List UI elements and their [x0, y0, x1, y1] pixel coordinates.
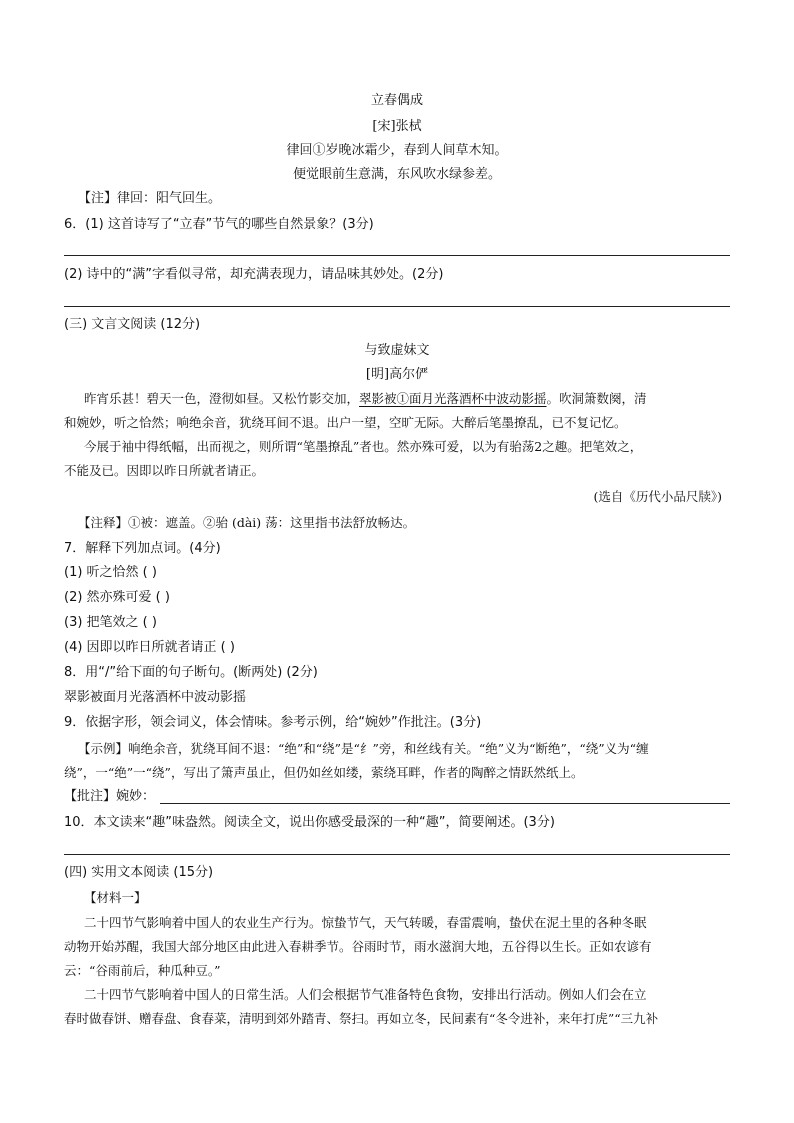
essay-paragraph-1-line-1	[84, 390, 647, 408]
question-9-example-line-2: 绕”，一“绝”一“绕”，写出了箫声虽止，但仍如丝如缕，萦绕耳畔，作者的陶醉之情跃然纸上。	[64, 765, 584, 780]
answer-line-10[interactable]	[64, 854, 730, 855]
question-8-heading: 8．用“/”给下面的句子断句。(断两处) (2分)	[64, 665, 318, 680]
question-8-sentence: 翠影被面月光落酒杯中波动影摇	[64, 690, 247, 705]
answer-line-9[interactable]	[160, 803, 730, 804]
essay-annotation: 【注释】①被：遮盖。②骀 (dài) 荡：这里指书法舒放畅达。	[78, 515, 416, 530]
material-1-paragraph-2-line-2: 春时做春饼、赠春盘、食春菜，清明到郊外踏青、祭扫。再如立冬，民间素有“冬令进补，来年打虎”“三九补	[64, 1011, 659, 1026]
material-1-label: 【材料一】	[84, 890, 147, 905]
question-7-item-1: (1) 听之恰然 ( )	[64, 565, 157, 580]
essay-text: 。吹洞箫数阕，清	[546, 391, 647, 406]
question-9-answer-label: 【批注】婉妙：	[64, 789, 156, 804]
essay-paragraph-2-line-2: 不能及已。因即以昨日所就者请正。	[64, 463, 265, 478]
poem-line-1: 律回①岁晚冰霜少，春到人间草木知。	[286, 143, 508, 158]
question-7-item-4: (4) 因即以昨日所就者请正 ( )	[64, 640, 235, 655]
essay-author: [明]高尔俨	[365, 367, 429, 382]
material-1-paragraph-1-line-2: 动物开始苏醒，我国大部分地区由此进入春耕季节。谷雨时节，雨水滋润大地，五谷得以生长。正如农谚有	[64, 939, 652, 954]
essay-text: 昨宵乐甚！碧天一色，澄彻如昼。又松竹影交加，	[84, 391, 360, 406]
section-3-heading: (三) 文言文阅读 (12分)	[64, 317, 201, 332]
essay-paragraph-2-line-1: 今展于袖中得纸幅，出而视之，则所谓“笔墨撩乱”者也。然亦殊可爱，以为有骀荡2之趣。把笔效之，	[84, 439, 643, 454]
question-9-heading: 9．依据字形，领会词义，体会情味。参考示例，给“婉妙”作批注。(3分)	[64, 715, 482, 730]
section-4-heading: (四) 实用文本阅读 (15分)	[64, 865, 214, 880]
underlined-sentence: 翠影被①面月光落酒杯中波动影摇	[359, 391, 547, 406]
poem-title: 立春偶成	[370, 93, 423, 108]
question-7-item-3: (3) 把笔效之 ( )	[64, 615, 157, 630]
essay-title: 与致虚妹文	[364, 343, 430, 358]
question-7-heading: 7．解释下列加点词。(4分)	[64, 541, 221, 556]
material-1-paragraph-1-line-3: 云：“谷雨前后，种瓜种豆。”	[64, 963, 221, 978]
question-6-part-1: 6．(1) 这首诗写了“立春”节气的哪些自然景象？(3分)	[64, 217, 374, 232]
answer-line-6-2[interactable]	[64, 306, 730, 307]
material-1-paragraph-2-line-1: 二十四节气影响着中国人的日常生活。人们会根据节气准备特色食物，安排出行活动。例如人们会在立	[84, 987, 647, 1002]
question-10-heading: 10．本文读来“趣”味盎然。阅读全文，说出你感受最深的一种“趣”，简要阐述。(3分)	[64, 815, 555, 830]
essay-source: (选自《历代小品尺牍》)	[593, 489, 722, 504]
poem-line-2: 便觉眼前生意满，东风吹水绿参差。	[292, 167, 501, 182]
question-9-example-line-1: 【示例】响绝余音，犹绕耳间不退：“绝”和“绕”是“纟”旁，和丝线有关。“绝”义为“断绝”，“绕”义为“缠	[78, 741, 649, 756]
answer-line-6-1[interactable]	[64, 255, 730, 256]
question-7-item-2: (2) 然亦殊可爱 ( )	[64, 590, 170, 605]
material-1-paragraph-1-line-1: 二十四节气影响着中国人的农业生产行为。惊蛰节气，天气转暖，春雷震响，蛰伏在泥土里的各种冬眠	[84, 915, 647, 930]
question-6-part-2: (2) 诗中的“满”字看似寻常，却充满表现力，请品味其妙处。(2分)	[64, 267, 444, 282]
poem-note: 【注】律回：阳气回生。	[78, 191, 222, 206]
poem-author: [宋]张栻	[372, 119, 422, 134]
essay-paragraph-1-line-2: 和婉妙，听之恰然；响绝余音，犹绕耳间不退。出户一望，空旷无际。大醉后笔墨撩乱，已不复记忆。	[64, 415, 627, 430]
